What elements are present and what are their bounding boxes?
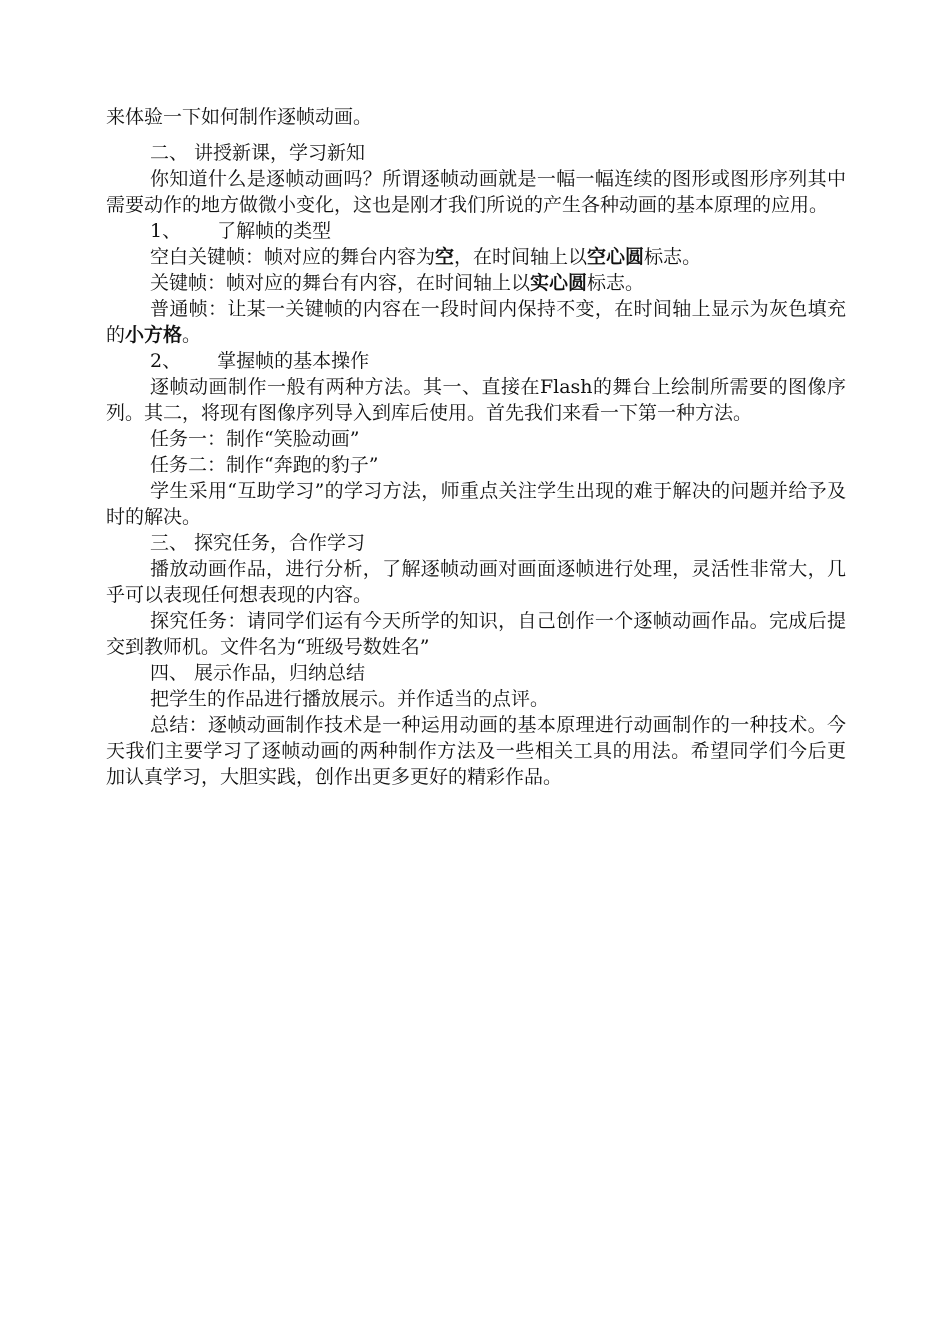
paragraph-blank-keyframe	[106, 244, 846, 270]
paragraph-analysis: 播放动画作品，进行分析，了解逐帧动画对画面逐帧进行处理，灵活性非常大，几乎可以表现任何想表现的内容。	[106, 558, 846, 606]
paragraph-exploration-task: 探究任务：请同学们运有今天所学的知识，自己创作一个逐帧动画作品。完成后提交到教师机。文件名为“班级号数姓名”	[106, 610, 846, 658]
paragraph-showcase: 把学生的作品进行播放展示。并作适当的点评。	[150, 688, 550, 710]
bold-run: 空	[435, 246, 455, 268]
paragraph-intro-continued: 来体验一下如何制作逐帧动画。	[106, 106, 373, 128]
paragraph-summary: 总结：逐帧动画制作技术是一种运用动画的基本原理进行动画制作的一种技术。今天我们主要学习了逐帧动画的两种制作方法及一些相关工具的用法。希望同学们今后更加认真学习，大胆实践，创作出更多更好的精彩作品。	[106, 714, 846, 788]
paragraph-keyframe	[106, 270, 846, 296]
text-run: 关键帧：帧对应的舞台有内容，在时间轴上以	[150, 272, 531, 294]
text-run: 标志。	[587, 272, 645, 294]
text-run: 普通帧：让某一关键帧的内容在一段时间内保持不变，在时间轴上显示为灰色填充的	[106, 298, 846, 346]
task-two: 任务二：制作“奔跑的豹子”	[150, 454, 379, 476]
document-body	[106, 104, 846, 790]
text-run: 空白关键帧：帧对应的舞台内容为	[150, 246, 436, 268]
bold-run: 实心圆	[530, 272, 588, 294]
text-run: 。	[182, 324, 202, 346]
section-heading-2: 二、 讲授新课，学习新知	[150, 142, 366, 164]
paragraph-mutual-learning: 学生采用“互助学习”的学习方法，师重点关注学生出现的难于解决的问题并给予及时的解决。	[106, 480, 846, 528]
section-heading-4: 四、 展示作品，归纳总结	[150, 662, 366, 684]
section-heading-3: 三、 探究任务，合作学习	[150, 532, 366, 554]
task-one: 任务一：制作“笑脸动画”	[150, 428, 360, 450]
paragraph-normal-frame	[106, 296, 846, 348]
subsection-heading-2	[106, 348, 846, 374]
text-run: ，在时间轴上以	[454, 246, 588, 268]
bold-run: 空心圆	[587, 246, 645, 268]
text-run: 标志。	[644, 246, 702, 268]
subsection-title: 了解帧的类型	[217, 220, 332, 242]
paragraph-methods: 逐帧动画制作一般有两种方法。其一、直接在Flash的舞台上绘制所需要的图像序列。其二，将现有图像序列导入到库后使用。首先我们来看一下第一种方法。	[106, 376, 846, 424]
subsection-number: 2、	[150, 350, 182, 372]
subsection-heading-1	[106, 218, 846, 244]
bold-run: 小方格	[125, 324, 183, 346]
subsection-number: 1、	[150, 220, 182, 242]
subsection-title: 掌握帧的基本操作	[217, 350, 370, 372]
paragraph-definition: 你知道什么是逐帧动画吗？所谓逐帧动画就是一幅一幅连续的图形或图形序列其中需要动作的地方做微小变化，这也是刚才我们所说的产生各种动画的基本原理的应用。	[106, 168, 846, 216]
